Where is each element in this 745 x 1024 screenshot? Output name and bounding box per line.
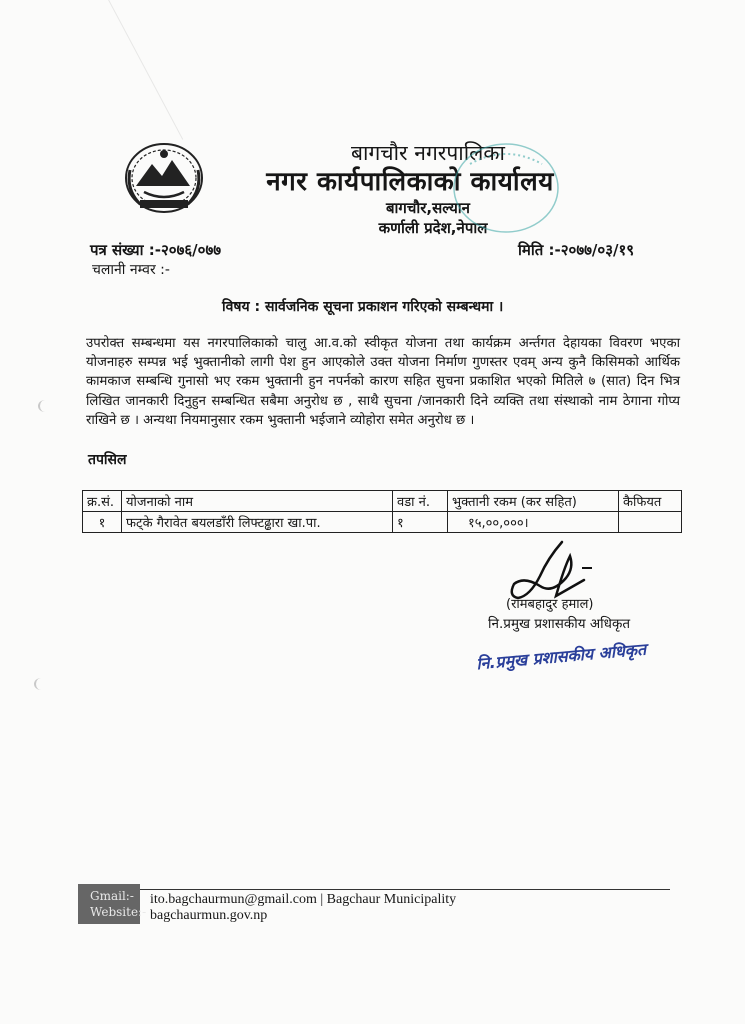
table-row <box>83 512 682 533</box>
nepal-emblem-icon <box>122 140 206 216</box>
cell-project-name: फट्के गैरावेत बयलडाँरी लिफ्टढ्ढारा खा.पा. <box>122 512 393 533</box>
letter-date: मिति :-२०७७/०३/१९ <box>518 241 635 259</box>
header-ward: वडा नं. <box>393 491 448 512</box>
letter-body: उपरोक्त सम्बन्धमा यस नगरपालिकाको चालु आ.व.को स्वीकृत योजना तथा कार्यक्रम अर्न्तगत देहायका विवरण भएका योजनाहरु सम्पन्न भई भुक्तानीको लागी पेश हुन आएकोले उक्त योजना निर्माण गुणस्तर एवम् अन्य कुनै किसिमको आर्थिक कामकाज सम्बन्धि गुनासो भए रकम भुक्तानी हुन नपर्नको कारण सहित सुचना प्रकाशित भएको मितिले ७ (सात) दिन भित्र लिखित जानकारी दिनुहुन सम्बन्धित सबैमा अनुरोध छ , साथै सुचना /जानकारी दिने व्यक्ति तथा संस्थाको नाम ठेगाना गोप्य राखिने छ । अन्यथा नियमानुसार रकम भुक्तानी भईजाने व्योहोरा समेत अनुरोध छ । <box>86 336 680 428</box>
footer-contact-labels <box>78 884 147 924</box>
header-project-name: योजनाको नाम <box>122 491 393 512</box>
footer-divider <box>78 889 670 890</box>
dispatch-number: चलानी नम्वर :- <box>92 262 170 278</box>
municipality-name: बागचौर नगरपालिका <box>351 141 505 165</box>
office-province: कर्णाली प्रदेश,नेपाल <box>378 219 488 237</box>
project-table <box>82 490 682 533</box>
header-payment-amount: भुक्तानी रकम (कर सहित) <box>448 491 619 512</box>
letter-subject: विषय : सार्वजनिक सूचना प्रकाशन गरिएको सम्बन्धमा । <box>222 299 504 315</box>
details-label: तपसिल <box>88 452 127 468</box>
punch-hole-mark <box>34 678 48 690</box>
signatory-title: नि.प्रमुख प्रशासकीय अधिकृत <box>488 616 631 632</box>
footer-email: ito.bagchaurmun@gmail.com | Bagchaur Municipality <box>150 892 457 907</box>
cell-remarks <box>619 512 682 533</box>
cell-serial: १ <box>83 512 122 533</box>
punch-hole-mark <box>38 400 52 412</box>
office-seal-stamp <box>450 138 562 238</box>
designation-stamp: नि.प्रमुख प्रशासकीय अधिकृत <box>475 639 647 674</box>
reference-number: पत्र संख्या :-२०७६/०७७ <box>90 241 222 259</box>
office-address: बागचौर,सल्यान <box>385 199 471 217</box>
header-serial: क्र.सं. <box>83 491 122 512</box>
office-name: नगर कार्यपालिकाको कार्यालय <box>266 167 554 197</box>
gmail-label: Gmail:- <box>90 889 134 903</box>
website-label: Website:- <box>90 905 147 919</box>
table-header-row <box>83 491 682 512</box>
header-remarks: कैफियत <box>619 491 682 512</box>
cell-payment-amount: १५,००,०००। <box>448 512 619 533</box>
signatory-name: (रामबहादुर हमाल) <box>506 597 594 612</box>
cell-ward: १ <box>393 512 448 533</box>
footer-website: bagchaurmun.gov.np <box>150 908 268 923</box>
